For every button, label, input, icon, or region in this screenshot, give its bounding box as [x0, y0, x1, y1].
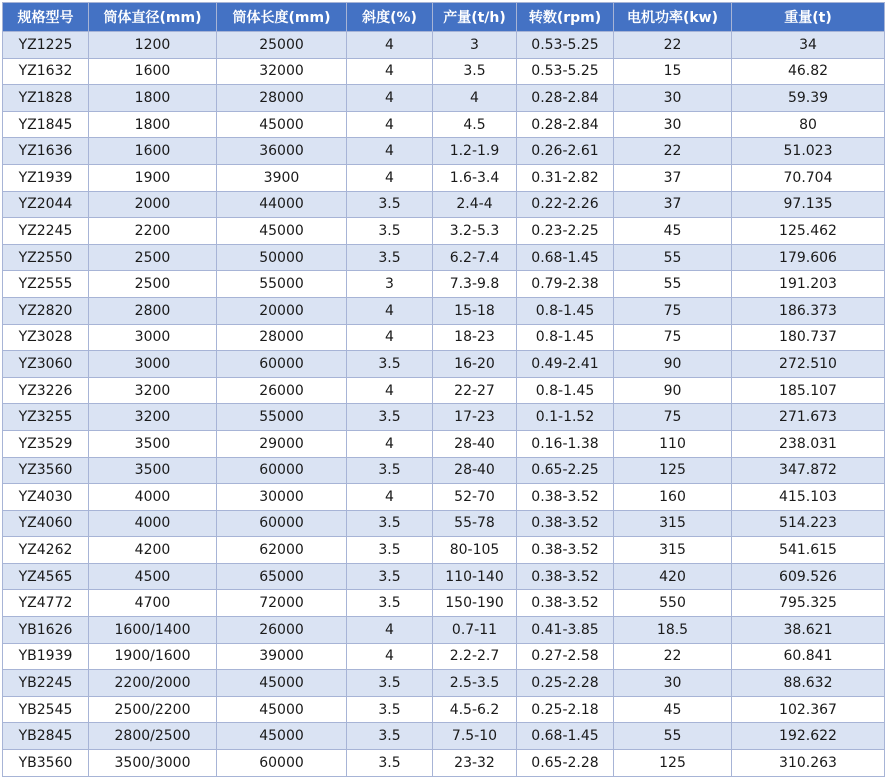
cell-model: YZ2820 [3, 297, 89, 324]
cell-weight: 46.82 [732, 58, 885, 85]
cell-length: 20000 [217, 297, 347, 324]
cell-diameter: 1800 [89, 85, 217, 112]
cell-weight: 179.606 [732, 244, 885, 271]
cell-output: 52-70 [433, 484, 517, 511]
cell-model: YZ3560 [3, 457, 89, 484]
cell-speed: 0.41-3.85 [517, 617, 614, 644]
cell-weight: 88.632 [732, 670, 885, 697]
cell-power: 45 [614, 696, 732, 723]
cell-speed: 0.27-2.58 [517, 643, 614, 670]
cell-power: 30 [614, 111, 732, 138]
cell-speed: 0.22-2.26 [517, 191, 614, 218]
cell-length: 32000 [217, 58, 347, 85]
cell-slope: 4 [347, 85, 433, 112]
cell-length: 25000 [217, 32, 347, 59]
table-row [3, 164, 885, 191]
cell-length: 28000 [217, 85, 347, 112]
cell-output: 2.5-3.5 [433, 670, 517, 697]
cell-weight: 541.615 [732, 537, 885, 564]
cell-length: 65000 [217, 563, 347, 590]
cell-length: 45000 [217, 111, 347, 138]
cell-length: 62000 [217, 537, 347, 564]
cell-output: 110-140 [433, 563, 517, 590]
cell-length: 60000 [217, 457, 347, 484]
cell-speed: 0.31-2.82 [517, 164, 614, 191]
cell-speed: 0.16-1.38 [517, 430, 614, 457]
cell-slope: 4 [347, 430, 433, 457]
cell-model: YZ1939 [3, 164, 89, 191]
cell-length: 45000 [217, 696, 347, 723]
cell-slope: 4 [347, 164, 433, 191]
cell-weight: 514.223 [732, 510, 885, 537]
cell-power: 30 [614, 670, 732, 697]
cell-weight: 271.673 [732, 404, 885, 431]
cell-diameter: 2500 [89, 271, 217, 298]
cell-output: 55-78 [433, 510, 517, 537]
cell-output: 4 [433, 85, 517, 112]
cell-model: YZ3226 [3, 377, 89, 404]
cell-output: 15-18 [433, 297, 517, 324]
header-speed: 转数(rpm) [517, 3, 614, 32]
table-row [3, 563, 885, 590]
cell-output: 6.2-7.4 [433, 244, 517, 271]
table-row [3, 297, 885, 324]
cell-length: 26000 [217, 377, 347, 404]
cell-slope: 3.5 [347, 351, 433, 378]
cell-weight: 347.872 [732, 457, 885, 484]
cell-output: 16-20 [433, 351, 517, 378]
cell-length: 30000 [217, 484, 347, 511]
cell-weight: 59.39 [732, 85, 885, 112]
cell-diameter: 1600 [89, 58, 217, 85]
cell-power: 22 [614, 32, 732, 59]
table-row [3, 324, 885, 351]
cell-weight: 795.325 [732, 590, 885, 617]
cell-power: 75 [614, 404, 732, 431]
cell-output: 150-190 [433, 590, 517, 617]
cell-slope: 4 [347, 138, 433, 165]
cell-diameter: 3500/3000 [89, 750, 217, 777]
cell-slope: 4 [347, 377, 433, 404]
cell-speed: 0.38-3.52 [517, 484, 614, 511]
cell-output: 2.2-2.7 [433, 643, 517, 670]
table-row [3, 404, 885, 431]
cell-slope: 3.5 [347, 590, 433, 617]
cell-model: YB1939 [3, 643, 89, 670]
cell-power: 55 [614, 244, 732, 271]
header-row [3, 3, 885, 32]
spec-table [2, 2, 885, 777]
table-row [3, 484, 885, 511]
cell-model: YB2845 [3, 723, 89, 750]
table-row [3, 670, 885, 697]
cell-power: 15 [614, 58, 732, 85]
cell-model: YB2245 [3, 670, 89, 697]
cell-slope: 3.5 [347, 750, 433, 777]
cell-slope: 3.5 [347, 510, 433, 537]
cell-length: 39000 [217, 643, 347, 670]
cell-weight: 310.263 [732, 750, 885, 777]
cell-output: 4.5 [433, 111, 517, 138]
cell-power: 125 [614, 750, 732, 777]
cell-output: 7.5-10 [433, 723, 517, 750]
cell-power: 37 [614, 164, 732, 191]
cell-weight: 38.621 [732, 617, 885, 644]
cell-output: 1.2-1.9 [433, 138, 517, 165]
cell-diameter: 1600 [89, 138, 217, 165]
cell-power: 75 [614, 297, 732, 324]
cell-slope: 4 [347, 58, 433, 85]
cell-diameter: 4500 [89, 563, 217, 590]
cell-model: YZ4030 [3, 484, 89, 511]
table-row [3, 750, 885, 777]
cell-power: 125 [614, 457, 732, 484]
cell-diameter: 3200 [89, 377, 217, 404]
cell-power: 110 [614, 430, 732, 457]
cell-diameter: 2500/2200 [89, 696, 217, 723]
header-power: 电机功率(kw) [614, 3, 732, 32]
cell-length: 45000 [217, 723, 347, 750]
cell-output: 3.2-5.3 [433, 218, 517, 245]
cell-length: 55000 [217, 271, 347, 298]
cell-output: 7.3-9.8 [433, 271, 517, 298]
table-row [3, 643, 885, 670]
cell-output: 23-32 [433, 750, 517, 777]
cell-speed: 0.49-2.41 [517, 351, 614, 378]
cell-model: YB2545 [3, 696, 89, 723]
table-row [3, 430, 885, 457]
cell-weight: 34 [732, 32, 885, 59]
cell-speed: 0.38-3.52 [517, 590, 614, 617]
cell-slope: 4 [347, 484, 433, 511]
cell-diameter: 2500 [89, 244, 217, 271]
cell-model: YZ4772 [3, 590, 89, 617]
table-row [3, 510, 885, 537]
table-row [3, 58, 885, 85]
cell-weight: 192.622 [732, 723, 885, 750]
cell-weight: 60.841 [732, 643, 885, 670]
cell-slope: 3.5 [347, 457, 433, 484]
cell-slope: 3.5 [347, 563, 433, 590]
header-weight: 重量(t) [732, 3, 885, 32]
cell-speed: 0.25-2.18 [517, 696, 614, 723]
cell-diameter: 4200 [89, 537, 217, 564]
cell-length: 29000 [217, 430, 347, 457]
cell-weight: 238.031 [732, 430, 885, 457]
cell-model: YZ3028 [3, 324, 89, 351]
cell-speed: 0.65-2.28 [517, 750, 614, 777]
cell-output: 0.7-11 [433, 617, 517, 644]
cell-length: 60000 [217, 750, 347, 777]
cell-slope: 3.5 [347, 404, 433, 431]
cell-output: 2.4-4 [433, 191, 517, 218]
cell-diameter: 2200 [89, 218, 217, 245]
table-row [3, 590, 885, 617]
cell-power: 75 [614, 324, 732, 351]
cell-power: 90 [614, 351, 732, 378]
cell-power: 30 [614, 85, 732, 112]
cell-diameter: 3200 [89, 404, 217, 431]
cell-diameter: 2200/2000 [89, 670, 217, 697]
cell-slope: 4 [347, 643, 433, 670]
cell-weight: 415.103 [732, 484, 885, 511]
cell-diameter: 3500 [89, 430, 217, 457]
cell-slope: 4 [347, 111, 433, 138]
cell-slope: 3.5 [347, 191, 433, 218]
cell-slope: 3.5 [347, 218, 433, 245]
cell-length: 55000 [217, 404, 347, 431]
cell-power: 315 [614, 537, 732, 564]
cell-speed: 0.53-5.25 [517, 32, 614, 59]
cell-slope: 4 [347, 324, 433, 351]
table-row [3, 138, 885, 165]
cell-speed: 0.68-1.45 [517, 723, 614, 750]
cell-speed: 0.8-1.45 [517, 377, 614, 404]
cell-slope: 3.5 [347, 537, 433, 564]
cell-model: YZ2555 [3, 271, 89, 298]
table-row [3, 377, 885, 404]
cell-diameter: 1600/1400 [89, 617, 217, 644]
table-row [3, 457, 885, 484]
cell-model: YB3560 [3, 750, 89, 777]
cell-speed: 0.68-1.45 [517, 244, 614, 271]
cell-length: 60000 [217, 510, 347, 537]
cell-output: 18-23 [433, 324, 517, 351]
cell-model: YZ2245 [3, 218, 89, 245]
cell-model: YZ1845 [3, 111, 89, 138]
cell-model: YZ1828 [3, 85, 89, 112]
cell-model: YZ1225 [3, 32, 89, 59]
table-row [3, 111, 885, 138]
cell-power: 22 [614, 643, 732, 670]
cell-slope: 4 [347, 617, 433, 644]
cell-speed: 0.38-3.52 [517, 510, 614, 537]
cell-power: 18.5 [614, 617, 732, 644]
cell-speed: 0.1-1.52 [517, 404, 614, 431]
table-row [3, 85, 885, 112]
table-row [3, 351, 885, 378]
cell-slope: 3.5 [347, 244, 433, 271]
cell-power: 45 [614, 218, 732, 245]
cell-model: YZ2550 [3, 244, 89, 271]
cell-weight: 125.462 [732, 218, 885, 245]
cell-diameter: 4700 [89, 590, 217, 617]
cell-weight: 180.737 [732, 324, 885, 351]
cell-model: YZ4262 [3, 537, 89, 564]
cell-output: 22-27 [433, 377, 517, 404]
cell-power: 90 [614, 377, 732, 404]
cell-length: 36000 [217, 138, 347, 165]
cell-speed: 0.38-3.52 [517, 563, 614, 590]
cell-diameter: 3500 [89, 457, 217, 484]
cell-power: 420 [614, 563, 732, 590]
cell-weight: 80 [732, 111, 885, 138]
cell-speed: 0.53-5.25 [517, 58, 614, 85]
cell-length: 44000 [217, 191, 347, 218]
cell-length: 28000 [217, 324, 347, 351]
cell-output: 17-23 [433, 404, 517, 431]
cell-model: YZ4060 [3, 510, 89, 537]
table-row [3, 617, 885, 644]
cell-weight: 272.510 [732, 351, 885, 378]
cell-speed: 0.8-1.45 [517, 324, 614, 351]
cell-diameter: 1200 [89, 32, 217, 59]
cell-model: YZ1636 [3, 138, 89, 165]
cell-model: YZ2044 [3, 191, 89, 218]
cell-length: 45000 [217, 218, 347, 245]
header-slope: 斜度(%) [347, 3, 433, 32]
cell-model: YZ3255 [3, 404, 89, 431]
cell-diameter: 1900/1600 [89, 643, 217, 670]
cell-weight: 97.135 [732, 191, 885, 218]
header-diameter: 筒体直径(mm) [89, 3, 217, 32]
table-row [3, 32, 885, 59]
cell-speed: 0.79-2.38 [517, 271, 614, 298]
cell-slope: 3.5 [347, 696, 433, 723]
cell-model: YB1626 [3, 617, 89, 644]
cell-diameter: 4000 [89, 510, 217, 537]
cell-length: 50000 [217, 244, 347, 271]
header-length: 筒体长度(mm) [217, 3, 347, 32]
table-row [3, 191, 885, 218]
table-row [3, 696, 885, 723]
cell-output: 3 [433, 32, 517, 59]
table-row [3, 244, 885, 271]
cell-power: 37 [614, 191, 732, 218]
cell-slope: 4 [347, 297, 433, 324]
cell-output: 4.5-6.2 [433, 696, 517, 723]
cell-slope: 4 [347, 32, 433, 59]
cell-diameter: 3000 [89, 351, 217, 378]
cell-speed: 0.8-1.45 [517, 297, 614, 324]
cell-power: 22 [614, 138, 732, 165]
cell-speed: 0.38-3.52 [517, 537, 614, 564]
table-row [3, 537, 885, 564]
cell-slope: 3.5 [347, 723, 433, 750]
cell-weight: 51.023 [732, 138, 885, 165]
cell-speed: 0.28-2.84 [517, 85, 614, 112]
cell-slope: 3.5 [347, 670, 433, 697]
cell-speed: 0.23-2.25 [517, 218, 614, 245]
cell-length: 60000 [217, 351, 347, 378]
cell-output: 3.5 [433, 58, 517, 85]
cell-diameter: 1900 [89, 164, 217, 191]
cell-output: 80-105 [433, 537, 517, 564]
cell-length: 45000 [217, 670, 347, 697]
cell-speed: 0.28-2.84 [517, 111, 614, 138]
cell-weight: 185.107 [732, 377, 885, 404]
cell-weight: 186.373 [732, 297, 885, 324]
cell-power: 55 [614, 723, 732, 750]
cell-length: 72000 [217, 590, 347, 617]
cell-speed: 0.26-2.61 [517, 138, 614, 165]
header-model: 规格型号 [3, 3, 89, 32]
cell-slope: 3 [347, 271, 433, 298]
cell-power: 55 [614, 271, 732, 298]
cell-power: 160 [614, 484, 732, 511]
cell-length: 26000 [217, 617, 347, 644]
cell-model: YZ1632 [3, 58, 89, 85]
cell-diameter: 2800/2500 [89, 723, 217, 750]
cell-weight: 102.367 [732, 696, 885, 723]
cell-speed: 0.25-2.28 [517, 670, 614, 697]
table-row [3, 218, 885, 245]
header-output: 产量(t/h) [433, 3, 517, 32]
table-row [3, 723, 885, 750]
cell-length: 3900 [217, 164, 347, 191]
cell-diameter: 4000 [89, 484, 217, 511]
table-body [3, 32, 885, 777]
cell-power: 315 [614, 510, 732, 537]
cell-diameter: 1800 [89, 111, 217, 138]
cell-diameter: 3000 [89, 324, 217, 351]
cell-weight: 191.203 [732, 271, 885, 298]
cell-diameter: 2000 [89, 191, 217, 218]
cell-model: YZ3529 [3, 430, 89, 457]
cell-model: YZ3060 [3, 351, 89, 378]
cell-speed: 0.65-2.25 [517, 457, 614, 484]
cell-weight: 609.526 [732, 563, 885, 590]
cell-output: 1.6-3.4 [433, 164, 517, 191]
cell-power: 550 [614, 590, 732, 617]
cell-weight: 70.704 [732, 164, 885, 191]
table-row [3, 271, 885, 298]
cell-model: YZ4565 [3, 563, 89, 590]
cell-output: 28-40 [433, 457, 517, 484]
cell-output: 28-40 [433, 430, 517, 457]
cell-diameter: 2800 [89, 297, 217, 324]
